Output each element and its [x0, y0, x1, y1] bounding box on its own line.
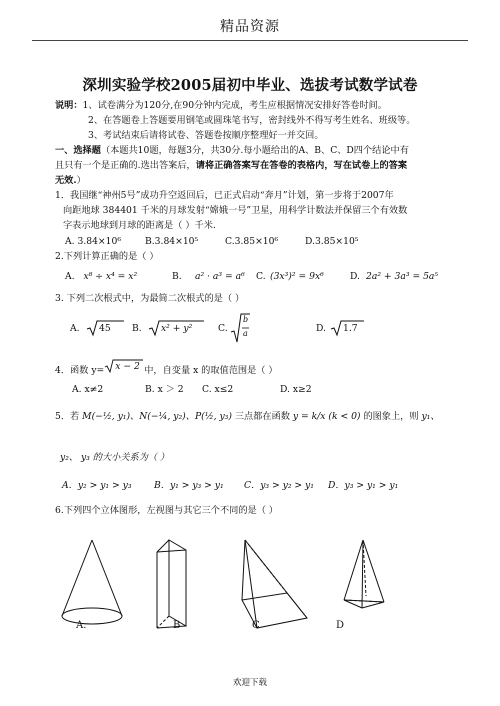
- page-footer: 欢迎下载: [232, 678, 267, 688]
- instructions-label: 说明：: [55, 100, 83, 111]
- q3-option-b: [148, 319, 206, 340]
- q3-option-d: [330, 319, 366, 340]
- q5-mid: 三点都在函数: [234, 411, 290, 422]
- instructions-line-1: [55, 100, 387, 112]
- q3-option-c: [230, 312, 252, 347]
- cone-figure: [62, 540, 122, 624]
- q4-radicand: x − 2: [115, 361, 140, 372]
- q3-denominator-c: a: [243, 329, 248, 338]
- figure-label-d: D: [336, 620, 345, 631]
- exam-title: 深圳实验学校2005届初中毕业、选拔考试数学试卷: [82, 77, 418, 94]
- prism-figure: [157, 540, 186, 628]
- q3-label-a: A.: [70, 323, 80, 334]
- q3-radicand-d: 1.7: [343, 323, 358, 334]
- figure-label-b: B: [173, 620, 181, 631]
- q4-option-c: C. x≤2: [202, 384, 234, 395]
- q3-numerator-c: b: [243, 315, 249, 324]
- q5-options: [62, 480, 398, 492]
- q3-label-c: C.: [218, 323, 228, 334]
- pyramid-d-figure: [344, 540, 384, 608]
- section1-desc-2: 且只有一个是正确的.选出答案后，: [55, 160, 196, 171]
- q4-option-a: A. x≠2: [72, 384, 104, 395]
- q3-options: [70, 312, 430, 346]
- q2-options: [65, 271, 465, 283]
- q1-option-a: A. 3.84×10⁶: [65, 236, 122, 247]
- figure-label-a: A.: [76, 620, 87, 631]
- q4-stem-pre: 4．函数 y=: [55, 365, 105, 376]
- q2-option-d: 2a² + 3a³ = 5a⁵: [366, 271, 439, 282]
- q2-option-b: a² · a³ = a⁶: [195, 271, 245, 282]
- q5-post: 的图象上，则: [363, 411, 419, 422]
- q5-line-2: y₂、 y₃ 的大小关系为（ ）: [60, 452, 170, 463]
- q1-line-2: 向距地球 384401 千米的月球发射“嫦娥一号”卫星，用科学计数法并保留三个有效数: [63, 205, 408, 216]
- q5-option-a: A．y₂ > y₁ > y₃: [62, 480, 132, 491]
- section1-line-1: [55, 145, 409, 157]
- q3-label-d: D.: [316, 323, 326, 334]
- section1-desc-bold: 请将正确答案写在答卷的表格内，写在试卷上的答案: [195, 160, 408, 171]
- q3-radicand-a: 45: [99, 323, 111, 334]
- q2-label-d: D.: [350, 271, 360, 282]
- q2-label-b: B.: [172, 271, 182, 282]
- section1-desc-3: 无效.: [55, 175, 77, 186]
- section1-desc-1: （本题共10题，每题3分，共30分.每小题给出的A、B、C、D四个结论中有: [100, 145, 409, 156]
- q1-option-d: D.3.85×10⁵: [305, 236, 359, 247]
- q4-stem-post: 中，自变量 x 的取值范围是（ ）: [144, 365, 278, 376]
- instruction-2: 2、在答题卷上答题要用钢笔或圆珠笔书写，密封线外不得写考生姓名、班级等。: [88, 115, 416, 126]
- radical-icon: [230, 312, 252, 344]
- figure-label-c: C: [252, 620, 260, 631]
- q4-option-b: B. x ＞ 2: [145, 384, 184, 395]
- q1-line-1: 1．我国继“神州5号”成功升空返回后，已正式启动“奔月”计划，第一步将于2007年: [55, 190, 394, 201]
- q1-options: [65, 236, 359, 248]
- q2-label-c: C.: [256, 271, 266, 282]
- instruction-3: 3、考试结束后请将试卷、答题卷按顺序整理好一并交回。: [88, 130, 324, 141]
- q5-option-b: B．y₁ > y₃ > y₁: [154, 480, 224, 491]
- q3-stem: 3. 下列二次根式中，为最简二次根式的是（ ）: [55, 293, 245, 304]
- q3-label-b: B.: [132, 323, 142, 334]
- section1-line-3: [55, 175, 86, 187]
- q5-function: y = k/x (k < 0): [292, 411, 361, 422]
- instruction-1: 1、试卷满分为120分,在90分钟内完成，考生应根据情况安排好答卷时间。: [82, 100, 387, 111]
- q5-line-1: [55, 411, 440, 423]
- q4-option-d: D. x≥2: [280, 384, 312, 395]
- section1-desc-end: ）: [76, 175, 86, 186]
- q2-stem: 2.下列计算正确的是（ ）: [55, 251, 159, 262]
- q1-option-c: C.3.85×10⁶: [225, 236, 279, 247]
- q6-stem: 6.下列四个立体图形，左视图与其它三个不同的是（ ）: [55, 505, 278, 516]
- q4-radical: [104, 361, 144, 373]
- q5-option-d: D．y₃ > y₁ > y₁: [328, 480, 399, 491]
- q5-y1: y₁、: [421, 411, 440, 422]
- q1-option-b: B.3.84×10⁵: [145, 236, 199, 247]
- header-divider: [32, 40, 468, 41]
- q5-option-c: C．y₃ > y₂ > y₁: [244, 480, 314, 491]
- q4-stem: [55, 361, 278, 377]
- q3-radicand-b: x² + y²: [161, 323, 193, 334]
- section1-line-2: [55, 160, 407, 172]
- page-header: 精品资源: [220, 19, 280, 35]
- pyramid-c-figure: [242, 540, 307, 628]
- q3-option-a: [86, 319, 126, 340]
- q1-line-3: 字表示地球到月球的距离是（ ）千米.: [63, 220, 216, 231]
- section1-heading: 一、选择题: [55, 145, 101, 156]
- q2-label-a: A.: [65, 271, 75, 282]
- q5-pre: 5．若: [55, 411, 80, 422]
- q5-points: M(−½, y₁)、N(−¼, y₂)、P(½, y₃): [82, 411, 232, 422]
- q4-options: [72, 384, 312, 396]
- q2-option-c: (3x³)² = 9x⁶: [270, 271, 324, 282]
- q2-option-a: x⁸ ÷ x⁴ = x²: [83, 271, 138, 282]
